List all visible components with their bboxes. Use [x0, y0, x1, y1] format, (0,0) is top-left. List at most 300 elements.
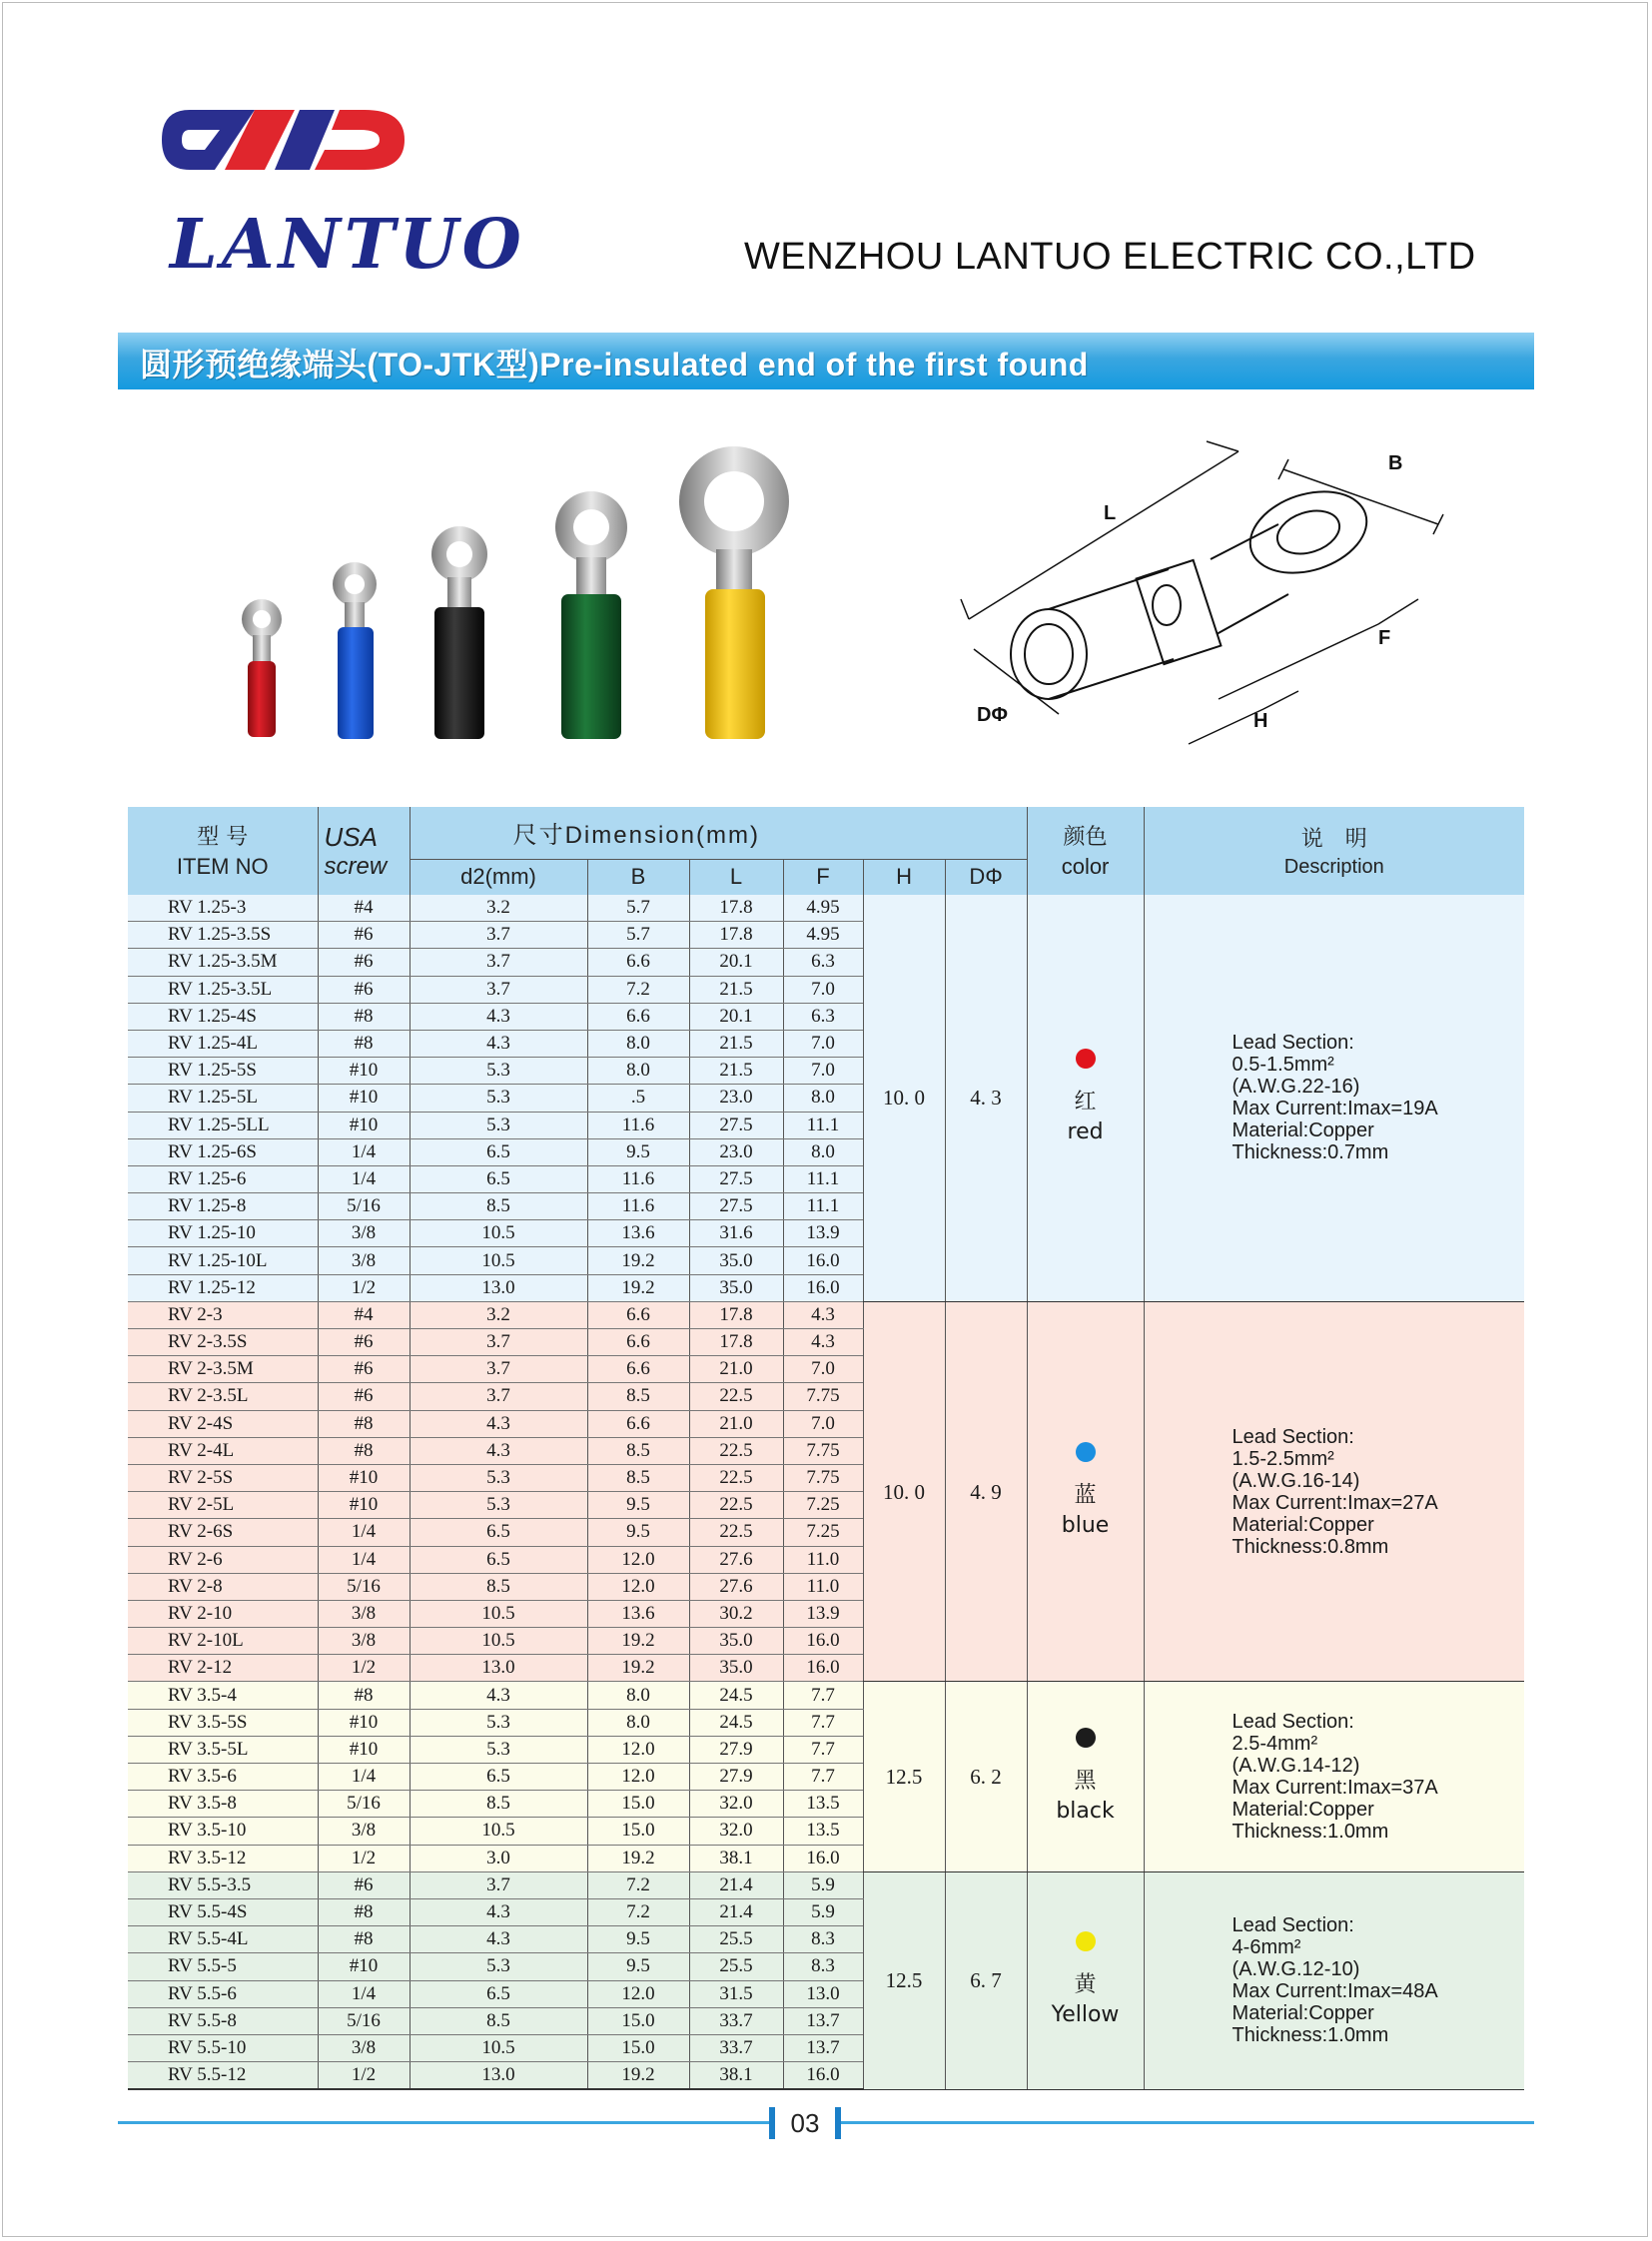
cell-b: 8.0 — [587, 1682, 689, 1709]
cell-l: 21.4 — [689, 1898, 783, 1925]
cell-item-no: RV 2-6S — [128, 1519, 318, 1546]
cell-h: 12.5 — [863, 1682, 945, 1871]
cell-b: 5.7 — [587, 895, 689, 922]
cell-d-phi: 6. 2 — [945, 1682, 1027, 1871]
cell-l: 20.1 — [689, 1003, 783, 1030]
cell-d2: 10.5 — [410, 1220, 587, 1247]
cell-item-no: RV 1.25-3.5M — [128, 949, 318, 976]
description-line: Lead Section: — [1232, 1711, 1354, 1734]
cell-d2: 6.5 — [410, 1980, 587, 2007]
cell-color — [1027, 1682, 1144, 1871]
description-line: Lead Section: — [1232, 1032, 1354, 1055]
cell-b: 6.6 — [587, 1301, 689, 1328]
cell-f: 13.7 — [783, 2007, 863, 2034]
cell-f: 7.0 — [783, 1030, 863, 1057]
cell-l: 35.0 — [689, 1247, 783, 1274]
color-dot-icon — [1076, 1728, 1096, 1748]
cell-l: 33.7 — [689, 2007, 783, 2034]
cell-f: 13.9 — [783, 1220, 863, 1247]
cell-usa-screw: #8 — [318, 1030, 410, 1057]
cell-d2: 5.3 — [410, 1492, 587, 1519]
cell-f: 4.3 — [783, 1329, 863, 1356]
cell-usa-screw: 1/2 — [318, 1655, 410, 1682]
cell-f: 11.0 — [783, 1573, 863, 1600]
cell-b: 15.0 — [587, 1818, 689, 1845]
cell-d2: 3.7 — [410, 949, 587, 976]
description-line: Thickness:1.0mm — [1232, 1821, 1389, 1844]
cell-item-no: RV 2-3 — [128, 1301, 318, 1328]
cell-b: 8.0 — [587, 1709, 689, 1736]
cell-usa-screw: 3/8 — [318, 2034, 410, 2061]
cell-item-no: RV 1.25-5LL — [128, 1112, 318, 1138]
cell-item-no: RV 2-8 — [128, 1573, 318, 1600]
cell-f: 11.1 — [783, 1112, 863, 1138]
cell-d2: 3.2 — [410, 1301, 587, 1328]
cell-item-no: RV 1.25-4L — [128, 1030, 318, 1057]
diagram-label-h: H — [1253, 710, 1268, 732]
cell-b: 9.5 — [587, 1519, 689, 1546]
cell-d2: 5.3 — [410, 1709, 587, 1736]
cell-f: 8.3 — [783, 1926, 863, 1953]
cell-usa-screw: 1/2 — [318, 1845, 410, 1871]
cell-usa-screw: #6 — [318, 1356, 410, 1383]
cell-b: 6.6 — [587, 1356, 689, 1383]
cell-item-no: RV 2-4L — [128, 1437, 318, 1464]
description-line: 4-6mm² — [1232, 1936, 1301, 1959]
cell-f: 16.0 — [783, 1628, 863, 1655]
terminal-dimension-diagram — [949, 429, 1468, 769]
description-line: Thickness:0.7mm — [1232, 1141, 1389, 1164]
cell-usa-screw: 1/2 — [318, 1274, 410, 1301]
cell-l: 17.8 — [689, 922, 783, 949]
cell-l: 23.0 — [689, 1138, 783, 1165]
cell-b: 11.6 — [587, 1193, 689, 1220]
header-dimension: 尺寸Dimension(mm) — [410, 807, 863, 859]
cell-l: 22.5 — [689, 1383, 783, 1410]
table-row — [128, 1301, 1524, 1328]
description-line: Max Current:Imax=37A — [1232, 1777, 1438, 1800]
cell-f: 7.0 — [783, 1058, 863, 1085]
cell-item-no: RV 5.5-10 — [128, 2034, 318, 2061]
cell-d2: 4.3 — [410, 1898, 587, 1925]
cell-color — [1027, 1871, 1144, 2089]
cell-b: 12.0 — [587, 1573, 689, 1600]
header-item: 型 号 ITEM NO — [128, 807, 318, 895]
cell-d2: 6.5 — [410, 1138, 587, 1165]
cell-item-no: RV 2-3.5L — [128, 1383, 318, 1410]
color-label-cn: 黄 — [1074, 1971, 1097, 1997]
description-line: Max Current:Imax=27A — [1232, 1491, 1438, 1514]
cell-color — [1027, 895, 1144, 1301]
cell-l: 21.5 — [689, 1058, 783, 1085]
cell-f: 13.5 — [783, 1791, 863, 1818]
cell-l: 33.7 — [689, 2034, 783, 2061]
spec-table — [128, 807, 1524, 2090]
cell-b: 12.0 — [587, 1764, 689, 1791]
cell-l: 21.4 — [689, 1871, 783, 1898]
cell-b: 8.5 — [587, 1383, 689, 1410]
cell-l: 35.0 — [689, 1274, 783, 1301]
color-label-en: black — [1056, 1798, 1115, 1824]
cell-d2: 3.7 — [410, 1356, 587, 1383]
cell-b: 8.0 — [587, 1030, 689, 1057]
cell-item-no: RV 1.25-5L — [128, 1085, 318, 1112]
cell-l: 22.5 — [689, 1519, 783, 1546]
cell-l: 27.5 — [689, 1112, 783, 1138]
description-line: Lead Section: — [1232, 1914, 1354, 1937]
header-color: 颜色 color — [1027, 807, 1144, 895]
cell-f: 8.0 — [783, 1138, 863, 1165]
cell-f: 13.5 — [783, 1818, 863, 1845]
cell-l: 24.5 — [689, 1709, 783, 1736]
cell-f: 7.0 — [783, 1356, 863, 1383]
cell-l: 30.2 — [689, 1600, 783, 1627]
cell-b: 6.6 — [587, 1003, 689, 1030]
company-name: WENZHOU LANTUO ELECTRIC CO.,LTD — [744, 236, 1476, 278]
cell-f: 16.0 — [783, 1655, 863, 1682]
cell-b: 7.2 — [587, 976, 689, 1003]
cell-item-no: RV 3.5-12 — [128, 1845, 318, 1871]
cell-item-no: RV 2-5L — [128, 1492, 318, 1519]
cell-l: 22.5 — [689, 1437, 783, 1464]
cell-usa-screw: #6 — [318, 922, 410, 949]
cell-usa-screw: #8 — [318, 1682, 410, 1709]
cell-usa-screw: #8 — [318, 1926, 410, 1953]
cell-item-no: RV 1.25-3 — [128, 895, 318, 922]
cell-b: 5.7 — [587, 922, 689, 949]
header-d-phi: DΦ — [945, 859, 1027, 895]
cell-b: 9.5 — [587, 1926, 689, 1953]
cell-l: 27.6 — [689, 1573, 783, 1600]
cell-d2: 4.3 — [410, 1410, 587, 1437]
cell-item-no: RV 3.5-6 — [128, 1764, 318, 1791]
cell-b: 19.2 — [587, 1655, 689, 1682]
cell-item-no: RV 2-6 — [128, 1546, 318, 1573]
black-terminal-icon — [431, 526, 487, 739]
cell-item-no: RV 2-5S — [128, 1464, 318, 1491]
description-line: (A.W.G.22-16) — [1232, 1076, 1360, 1099]
cell-item-no: RV 5.5-8 — [128, 2007, 318, 2034]
cell-f: 4.95 — [783, 895, 863, 922]
header-b: B — [587, 859, 689, 895]
cell-f: 11.1 — [783, 1165, 863, 1192]
cell-l: 21.0 — [689, 1356, 783, 1383]
page-number: 03 — [790, 2108, 820, 2138]
description-line: Thickness:1.0mm — [1232, 2024, 1389, 2047]
cell-d2: 3.7 — [410, 1871, 587, 1898]
cell-d-phi: 4. 3 — [945, 895, 1027, 1301]
cell-b: 19.2 — [587, 2062, 689, 2090]
cell-item-no: RV 1.25-6S — [128, 1138, 318, 1165]
header-description: 说 明 Description — [1144, 807, 1524, 895]
cell-d2: 3.7 — [410, 1383, 587, 1410]
cell-d2: 8.5 — [410, 1791, 587, 1818]
cell-b: 9.5 — [587, 1953, 689, 1980]
section-title: 圆形预绝缘端头(TO-JTK型)Pre-insulated end of the first found — [140, 347, 1089, 382]
color-dot-icon — [1076, 1442, 1096, 1462]
blue-terminal-icon — [333, 562, 377, 739]
cell-b: 12.0 — [587, 1736, 689, 1763]
cell-l: 20.1 — [689, 949, 783, 976]
cell-usa-screw: 1/2 — [318, 2062, 410, 2090]
cell-description — [1144, 1871, 1524, 2089]
cell-b: .5 — [587, 1085, 689, 1112]
cell-f: 13.9 — [783, 1600, 863, 1627]
description-line: Thickness:0.8mm — [1232, 1535, 1389, 1558]
cell-l: 27.5 — [689, 1165, 783, 1192]
red-terminal-icon — [242, 599, 282, 737]
cell-f: 4.95 — [783, 922, 863, 949]
cell-b: 19.2 — [587, 1845, 689, 1871]
cell-l: 35.0 — [689, 1628, 783, 1655]
cell-b: 12.0 — [587, 1980, 689, 2007]
cell-color — [1027, 1301, 1144, 1682]
cell-l: 21.5 — [689, 1030, 783, 1057]
cell-item-no: RV 2-4S — [128, 1410, 318, 1437]
cell-item-no: RV 1.25-10 — [128, 1220, 318, 1247]
header-h: H — [863, 859, 945, 895]
color-label-cn: 黑 — [1074, 1768, 1097, 1794]
cell-f: 11.1 — [783, 1193, 863, 1220]
cell-description — [1144, 895, 1524, 1301]
cell-usa-screw: #6 — [318, 1329, 410, 1356]
cell-f: 7.75 — [783, 1383, 863, 1410]
cell-usa-screw: 3/8 — [318, 1628, 410, 1655]
cell-f: 8.3 — [783, 1953, 863, 1980]
cell-l: 22.5 — [689, 1492, 783, 1519]
cell-l: 27.9 — [689, 1764, 783, 1791]
description-line: Max Current:Imax=48A — [1232, 1980, 1438, 2003]
description-line: 2.5-4mm² — [1232, 1733, 1318, 1756]
cell-h: 10. 0 — [863, 895, 945, 1301]
cell-h: 10. 0 — [863, 1301, 945, 1682]
cell-usa-screw: 1/4 — [318, 1138, 410, 1165]
cell-usa-screw: #8 — [318, 1003, 410, 1030]
cell-d2: 5.3 — [410, 1085, 587, 1112]
header-d2: d2(mm) — [410, 859, 587, 895]
cell-b: 13.6 — [587, 1600, 689, 1627]
cell-usa-screw: #6 — [318, 976, 410, 1003]
cell-d2: 5.3 — [410, 1464, 587, 1491]
cell-l: 21.0 — [689, 1410, 783, 1437]
cell-b: 19.2 — [587, 1274, 689, 1301]
cell-f: 7.7 — [783, 1764, 863, 1791]
cell-b: 8.5 — [587, 1464, 689, 1491]
cell-b: 11.6 — [587, 1112, 689, 1138]
cell-b: 7.2 — [587, 1898, 689, 1925]
cell-usa-screw: 3/8 — [318, 1600, 410, 1627]
cell-usa-screw: 3/8 — [318, 1220, 410, 1247]
cell-usa-screw: #10 — [318, 1058, 410, 1085]
cell-b: 9.5 — [587, 1138, 689, 1165]
table-row — [128, 1871, 1524, 1898]
cell-item-no: RV 3.5-5L — [128, 1736, 318, 1763]
cell-l: 32.0 — [689, 1791, 783, 1818]
cell-l: 32.0 — [689, 1818, 783, 1845]
diagram-label-d: DΦ — [977, 704, 1008, 726]
cell-d2: 3.0 — [410, 1845, 587, 1871]
cell-d2: 13.0 — [410, 1274, 587, 1301]
cell-l: 22.5 — [689, 1464, 783, 1491]
cell-f: 16.0 — [783, 1845, 863, 1871]
cell-usa-screw: #6 — [318, 949, 410, 976]
cell-description — [1144, 1682, 1524, 1871]
cell-b: 15.0 — [587, 2007, 689, 2034]
cell-item-no: RV 3.5-4 — [128, 1682, 318, 1709]
cell-f: 7.0 — [783, 1410, 863, 1437]
cell-usa-screw: #10 — [318, 1112, 410, 1138]
cell-d2: 4.3 — [410, 1003, 587, 1030]
color-label-cn: 红 — [1074, 1089, 1097, 1115]
cell-d2: 3.7 — [410, 1329, 587, 1356]
cell-d-phi: 4. 9 — [945, 1301, 1027, 1682]
cell-item-no: RV 1.25-4S — [128, 1003, 318, 1030]
cell-l: 23.0 — [689, 1085, 783, 1112]
cell-f: 7.75 — [783, 1437, 863, 1464]
cell-usa-screw: 3/8 — [318, 1247, 410, 1274]
cell-d2: 8.5 — [410, 2007, 587, 2034]
cell-usa-screw: 5/16 — [318, 1193, 410, 1220]
cell-b: 11.6 — [587, 1165, 689, 1192]
cell-item-no: RV 1.25-3.5S — [128, 922, 318, 949]
cell-usa-screw: 1/4 — [318, 1764, 410, 1791]
green-terminal-icon — [555, 491, 627, 739]
cell-f: 16.0 — [783, 2062, 863, 2090]
cell-item-no: RV 1.25-12 — [128, 1274, 318, 1301]
cell-l: 31.6 — [689, 1220, 783, 1247]
cell-d2: 13.0 — [410, 2062, 587, 2090]
cell-d2: 5.3 — [410, 1953, 587, 1980]
cell-f: 7.25 — [783, 1519, 863, 1546]
cell-usa-screw: 1/4 — [318, 1980, 410, 2007]
cell-d2: 3.7 — [410, 922, 587, 949]
header-f: F — [783, 859, 863, 895]
cell-description — [1144, 1301, 1524, 1682]
cell-item-no: RV 1.25-3.5L — [128, 976, 318, 1003]
cell-usa-screw: 5/16 — [318, 1791, 410, 1818]
cell-f: 5.9 — [783, 1898, 863, 1925]
cell-f: 7.25 — [783, 1492, 863, 1519]
cell-f: 5.9 — [783, 1871, 863, 1898]
cell-usa-screw: #10 — [318, 1085, 410, 1112]
cell-d2: 4.3 — [410, 1926, 587, 1953]
terminals-photo — [220, 439, 819, 759]
description-line: (A.W.G.12-10) — [1232, 1958, 1360, 1981]
cell-item-no: RV 1.25-5S — [128, 1058, 318, 1085]
cell-d-phi: 6. 7 — [945, 1871, 1027, 2089]
cell-item-no: RV 1.25-6 — [128, 1165, 318, 1192]
cell-d2: 8.5 — [410, 1193, 587, 1220]
cell-d2: 10.5 — [410, 1818, 587, 1845]
cell-item-no: RV 5.5-6 — [128, 1980, 318, 2007]
cell-d2: 10.5 — [410, 1600, 587, 1627]
cell-item-no: RV 1.25-8 — [128, 1193, 318, 1220]
cell-usa-screw: 1/4 — [318, 1165, 410, 1192]
cell-d2: 10.5 — [410, 2034, 587, 2061]
cell-d2: 4.3 — [410, 1682, 587, 1709]
cell-h: 12.5 — [863, 1871, 945, 2089]
cell-l: 24.5 — [689, 1682, 783, 1709]
cell-item-no: RV 5.5-3.5 — [128, 1871, 318, 1898]
cell-f: 16.0 — [783, 1274, 863, 1301]
cell-d2: 5.3 — [410, 1736, 587, 1763]
cell-item-no: RV 2-12 — [128, 1655, 318, 1682]
cell-b: 6.6 — [587, 1410, 689, 1437]
cell-usa-screw: #10 — [318, 1953, 410, 1980]
cell-usa-screw: #4 — [318, 895, 410, 922]
cell-usa-screw: 5/16 — [318, 2007, 410, 2034]
cell-f: 7.75 — [783, 1464, 863, 1491]
cell-item-no: RV 5.5-5 — [128, 1953, 318, 1980]
color-label-en: Yellow — [1051, 2001, 1120, 2027]
cell-l: 31.5 — [689, 1980, 783, 2007]
cell-d2: 4.3 — [410, 1437, 587, 1464]
header-l: L — [689, 859, 783, 895]
cell-d2: 5.3 — [410, 1058, 587, 1085]
description-line: Material:Copper — [1232, 2002, 1374, 2025]
cell-b: 6.6 — [587, 949, 689, 976]
cell-l: 25.5 — [689, 1926, 783, 1953]
cell-item-no: RV 5.5-12 — [128, 2062, 318, 2090]
cell-usa-screw: #10 — [318, 1709, 410, 1736]
cell-d2: 8.5 — [410, 1573, 587, 1600]
cell-b: 19.2 — [587, 1628, 689, 1655]
cell-usa-screw: #4 — [318, 1301, 410, 1328]
description-line: 0.5-1.5mm² — [1232, 1054, 1334, 1077]
cell-l: 17.8 — [689, 895, 783, 922]
cell-b: 7.2 — [587, 1871, 689, 1898]
cell-f: 4.3 — [783, 1301, 863, 1328]
cell-f: 13.7 — [783, 2034, 863, 2061]
cell-d2: 5.3 — [410, 1112, 587, 1138]
cell-f: 7.7 — [783, 1736, 863, 1763]
cell-b: 6.6 — [587, 1329, 689, 1356]
cell-b: 15.0 — [587, 1791, 689, 1818]
cell-f: 7.7 — [783, 1682, 863, 1709]
cell-b: 12.0 — [587, 1546, 689, 1573]
cell-l: 27.6 — [689, 1546, 783, 1573]
description-line: (A.W.G.16-14) — [1232, 1469, 1360, 1492]
cell-item-no: RV 2-3.5M — [128, 1356, 318, 1383]
cell-l: 17.8 — [689, 1329, 783, 1356]
cell-usa-screw: 5/16 — [318, 1573, 410, 1600]
table-row — [128, 1682, 1524, 1709]
cell-l: 38.1 — [689, 2062, 783, 2090]
description-line: Material:Copper — [1232, 1120, 1374, 1142]
yellow-terminal-icon — [679, 446, 789, 739]
cell-b: 9.5 — [587, 1492, 689, 1519]
cell-usa-screw: 1/4 — [318, 1519, 410, 1546]
cell-usa-screw: 3/8 — [318, 1818, 410, 1845]
description-line: Max Current:Imax=19A — [1232, 1098, 1438, 1120]
cell-d2: 6.5 — [410, 1165, 587, 1192]
cell-f: 8.0 — [783, 1085, 863, 1112]
cell-l: 17.8 — [689, 1301, 783, 1328]
table-row — [128, 895, 1524, 922]
cell-f: 7.7 — [783, 1709, 863, 1736]
cell-b: 13.6 — [587, 1220, 689, 1247]
cell-d2: 13.0 — [410, 1655, 587, 1682]
cell-f: 7.0 — [783, 976, 863, 1003]
cell-l: 27.9 — [689, 1736, 783, 1763]
cell-item-no: RV 1.25-10L — [128, 1247, 318, 1274]
color-label-cn: 蓝 — [1074, 1483, 1097, 1509]
cell-usa-screw: #10 — [318, 1736, 410, 1763]
cell-item-no: RV 2-3.5S — [128, 1329, 318, 1356]
cell-d2: 3.2 — [410, 895, 587, 922]
cell-f: 6.3 — [783, 949, 863, 976]
color-dot-icon — [1076, 1931, 1096, 1951]
